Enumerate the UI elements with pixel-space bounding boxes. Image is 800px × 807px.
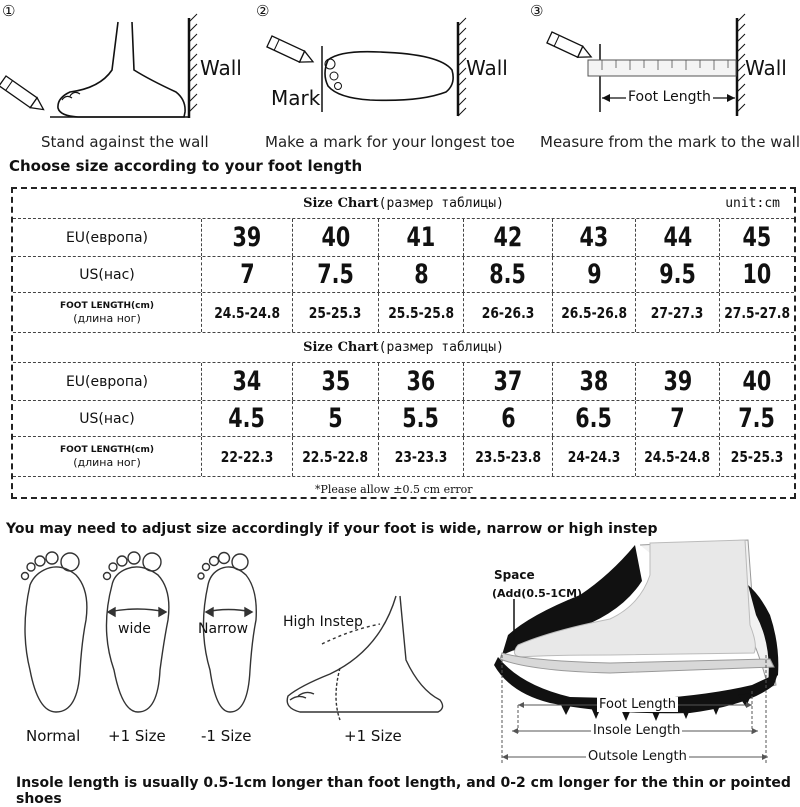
normal-foot-icon <box>22 552 87 712</box>
size-chart-foot-length-label-cell <box>13 293 201 332</box>
size-chart-eu-value: 39 <box>663 366 692 397</box>
size-chart-cell <box>719 257 794 292</box>
size-chart-us-value: 5 <box>328 403 343 434</box>
size-chart-cell <box>552 401 635 436</box>
size-chart-foot-length-label: FOOT LENGTH(cm) <box>60 444 154 455</box>
step-2-illustration <box>250 0 480 130</box>
size-chart-us-value: 9.5 <box>659 259 696 290</box>
shoe-space-sub-label: (Add(0.5-1CM) <box>492 587 583 600</box>
adjust-size-heading: You may need to adjust size accordingly if your foot is wide, narrow or high instep <box>6 521 658 537</box>
step-2-mark-label: Mark <box>271 86 321 110</box>
size-chart-foot-length-value: 26.5-26.8 <box>561 303 627 322</box>
size-chart-us-value: 6 <box>500 403 516 434</box>
size-chart-foot-length-value: 27.5-27.8 <box>724 303 790 322</box>
size-chart-cell <box>201 363 292 400</box>
size-chart-us-value: 6.5 <box>575 403 613 434</box>
size-chart-title: Size Chart <box>303 340 379 355</box>
size-chart-cell <box>378 363 463 400</box>
size-chart-cell <box>463 293 552 332</box>
size-chart-foot-length-row <box>13 293 794 333</box>
size-chart-us-row <box>13 257 794 293</box>
shoe-outsole-length-label: Outsole Length <box>588 749 687 764</box>
size-chart-cell <box>463 257 552 292</box>
size-chart-eu-value: 40 <box>321 222 350 253</box>
size-chart-foot-length-value: 23.5-23.8 <box>475 447 541 466</box>
size-chart-us-value: 5.5 <box>402 403 440 434</box>
size-chart-cell <box>635 437 719 476</box>
size-chart-cell <box>201 293 292 332</box>
size-chart-cell <box>378 219 463 256</box>
step-2-wall-label: Wall <box>466 56 508 80</box>
size-chart-foot-length-value: 23-23.3 <box>394 447 448 466</box>
size-chart-cell <box>635 219 719 256</box>
size-chart-cell <box>292 363 378 400</box>
high-instep-size-label: +1 Size <box>344 727 402 745</box>
size-chart-eu-value: 39 <box>232 222 262 253</box>
size-chart-foot-length-value: 22.5-22.8 <box>302 447 369 466</box>
size-chart-foot-length-label-ru: (длина ног) <box>73 455 141 469</box>
size-chart-us-label: US(нас) <box>79 266 135 283</box>
size-chart-cell <box>635 257 719 292</box>
step-3-foot-length-label: Foot Length <box>628 89 711 105</box>
size-chart-cell <box>552 363 635 400</box>
size-chart-cell <box>378 293 463 332</box>
size-chart-cell <box>552 293 635 332</box>
size-chart-cell <box>635 401 719 436</box>
size-chart-cell <box>378 401 463 436</box>
wide-foot-inner-label: wide <box>118 621 151 637</box>
size-chart-eu-value: 34 <box>232 366 262 397</box>
size-chart-foot-length-value: 25-25.3 <box>309 303 362 322</box>
size-chart-title: Size Chart <box>303 196 379 211</box>
size-chart-eu-value: 37 <box>493 366 523 397</box>
step-1-caption: Stand against the wall <box>41 133 209 151</box>
size-chart-eu-value: 45 <box>742 222 772 253</box>
size-chart-eu-value: 43 <box>579 222 609 253</box>
narrow-foot-inner-label: Narrow <box>198 621 249 637</box>
size-chart-eu-label: EU(европа) <box>65 373 149 390</box>
size-chart-cell <box>201 401 292 436</box>
size-chart-cell <box>719 363 794 400</box>
size-chart-cell <box>378 257 463 292</box>
step-1-wall-label: Wall <box>200 56 242 80</box>
high-instep-inner-label: High Instep <box>283 614 363 630</box>
size-chart-foot-length-label-cell <box>13 437 201 476</box>
size-chart-cell <box>463 437 552 476</box>
size-chart-eu-label-cell <box>13 363 201 400</box>
size-chart-foot-length-label-ru: (длина ног) <box>73 311 141 325</box>
step-1-number: ① <box>2 2 16 20</box>
size-chart-cell <box>201 437 292 476</box>
size-chart-cell <box>463 401 552 436</box>
size-chart-cell <box>463 363 552 400</box>
size-chart-eu-value: 44 <box>663 222 692 253</box>
size-chart-foot-length-value: 24.5-24.8 <box>214 303 280 322</box>
size-chart-cell <box>552 219 635 256</box>
size-chart-cell <box>201 219 292 256</box>
step-3-number: ③ <box>530 2 544 20</box>
shoe-foot-length-label: Foot Length <box>599 697 676 712</box>
step-2-caption: Make a mark for your longest toe <box>265 133 515 151</box>
size-chart-cell <box>719 437 794 476</box>
size-chart-eu-value: 38 <box>579 366 609 397</box>
size-chart-cell <box>292 219 378 256</box>
narrow-foot-size-label: -1 Size <box>201 727 252 745</box>
shoe-space-label: Space <box>494 568 535 582</box>
size-chart-foot-length-value: 25.5-25.8 <box>388 303 454 322</box>
size-chart-foot-length-row <box>13 437 794 477</box>
size-chart-eu-value: 36 <box>406 366 436 397</box>
size-chart-unit: unit:cm <box>725 196 780 211</box>
step-3-illustration <box>530 0 760 130</box>
size-chart-us-value: 8.5 <box>489 259 527 290</box>
size-chart-cell <box>201 257 292 292</box>
size-chart-cell <box>292 437 378 476</box>
size-chart-cell <box>719 293 794 332</box>
size-chart-eu-value: 41 <box>406 222 436 253</box>
size-chart-cell <box>552 437 635 476</box>
size-chart-us-label: US(нас) <box>79 410 135 427</box>
size-chart-us-value: 10 <box>742 259 772 290</box>
size-chart-cell <box>292 293 378 332</box>
step-3-caption: Measure from the mark to the wall <box>540 133 800 151</box>
size-chart-eu-row <box>13 363 794 401</box>
size-chart-foot-length-value: 27-27.3 <box>651 303 704 322</box>
size-chart-foot-length-value: 26-26.3 <box>481 303 535 322</box>
shoe-insole-length-label: Insole Length <box>593 723 681 738</box>
size-chart-us-value: 8 <box>413 259 429 290</box>
size-chart-cell <box>292 257 378 292</box>
step-3-wall-label: Wall <box>745 56 787 80</box>
size-chart-us-value: 4.5 <box>228 403 266 434</box>
size-chart-foot-length-value: 24.5-24.8 <box>644 447 711 466</box>
size-chart-eu-value: 35 <box>321 366 350 397</box>
size-chart-cell <box>552 257 635 292</box>
size-chart-cell <box>719 401 794 436</box>
size-chart-us-value: 7.5 <box>738 403 776 434</box>
size-chart-title-ru: (размер таблицы) <box>378 196 504 211</box>
footer-note: Insole length is usually 0.5-1cm longer than foot length, and 0-2 cm longer for the thin or pointed shoes <box>16 775 791 807</box>
size-chart-cell <box>463 219 552 256</box>
size-chart-foot-length-value: 25-25.3 <box>730 447 784 466</box>
size-chart-foot-length-label: FOOT LENGTH(cm) <box>60 300 154 311</box>
size-chart-eu-label: EU(европа) <box>65 229 149 246</box>
normal-foot-label: Normal <box>26 727 81 745</box>
size-chart-us-value: 7 <box>670 403 685 434</box>
size-chart-us-label-cell <box>13 401 201 436</box>
choose-size-heading: Choose size according to your foot length <box>9 157 363 175</box>
size-chart-us-label-cell <box>13 257 201 292</box>
size-chart-cell <box>378 437 463 476</box>
size-chart-eu-row <box>13 219 794 257</box>
size-chart-title-row <box>13 189 794 219</box>
size-chart-foot-length-value: 24-24.3 <box>567 447 621 466</box>
size-chart-us-value: 7 <box>239 259 255 290</box>
size-chart-eu-value: 42 <box>493 222 523 253</box>
size-chart-foot-length-value: 22-22.3 <box>220 447 274 466</box>
size-chart-title-ru: (размер таблицы) <box>378 340 504 355</box>
step-2-number: ② <box>256 2 270 20</box>
size-chart-us-row <box>13 401 794 437</box>
size-chart-cell <box>292 401 378 436</box>
size-chart-table <box>11 187 796 499</box>
size-chart-cell <box>635 363 719 400</box>
size-chart-cell <box>635 293 719 332</box>
size-chart-note: *Please allow ±0.5 cm error <box>315 483 473 496</box>
size-chart-us-value: 9 <box>586 259 602 290</box>
wide-foot-size-label: +1 Size <box>108 727 166 745</box>
size-chart-us-value: 7.5 <box>317 259 354 290</box>
size-chart-cell <box>719 219 794 256</box>
size-chart-eu-label-cell <box>13 219 201 256</box>
size-chart-title-row <box>13 333 794 363</box>
size-chart-eu-value: 40 <box>742 366 772 397</box>
